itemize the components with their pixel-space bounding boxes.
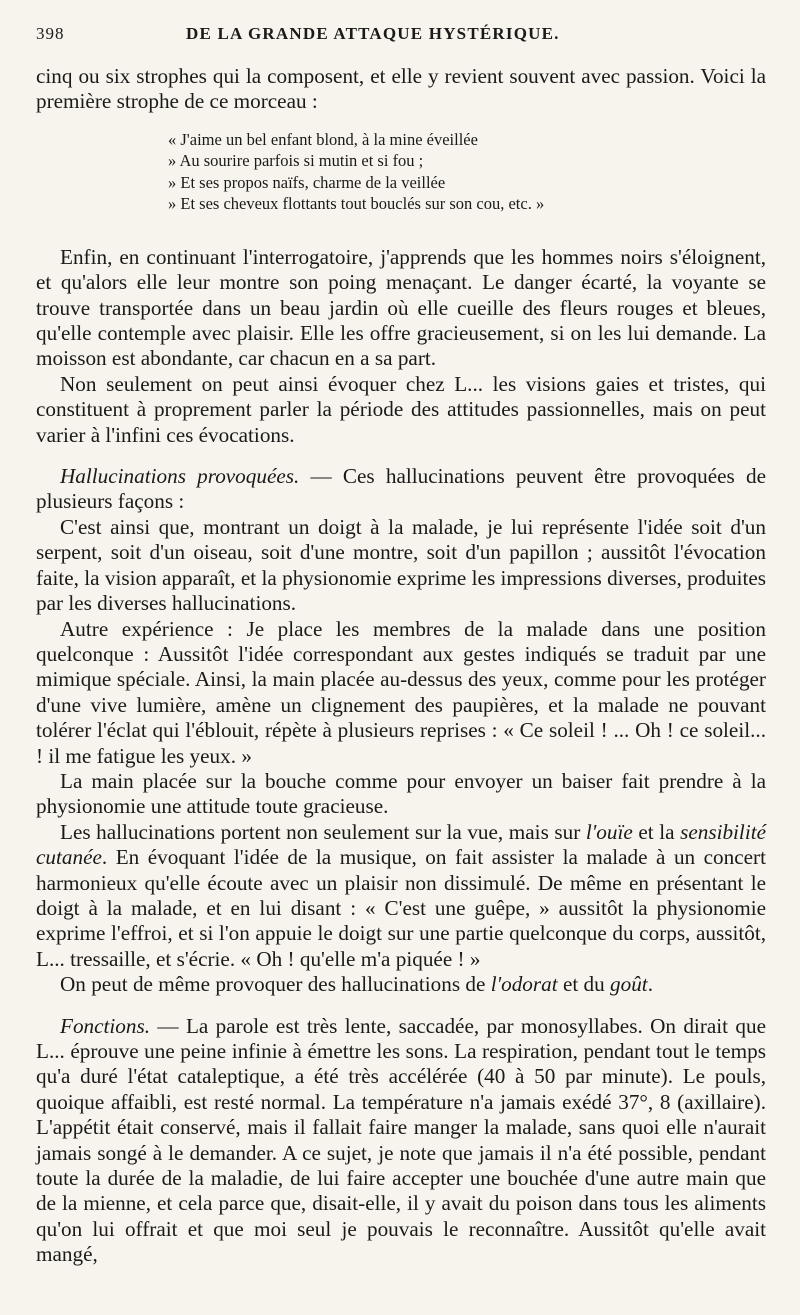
italic-term: l'odorat bbox=[490, 972, 558, 997]
poem-line: » Et ses cheveux flottants tout bouclés sur son cou, etc. » bbox=[168, 194, 545, 214]
running-head bbox=[36, 24, 766, 64]
paragraph-text: Les hallucinations portent non seulement sur la vue, mais sur bbox=[60, 819, 586, 844]
paragraph-continued: cinq ou six strophes qui la composent, et elle y revient souvent avec passion. Voici la première strophe de ce morceau : bbox=[36, 64, 766, 114]
paragraph-fonctions bbox=[36, 1014, 766, 1268]
paragraph-text: — Ces hallucinations peuvent être provoquées de plusieurs façons : bbox=[36, 464, 766, 514]
page-number: 398 bbox=[36, 24, 65, 43]
paragraph-text: . bbox=[647, 972, 653, 997]
paragraph-smell-taste bbox=[36, 972, 766, 997]
section-heading-hallucinations: Hallucinations provoquées. bbox=[60, 464, 300, 489]
paragraph: Autre expérience : Je place les membres de la malade dans une position quelconque : Aussitôt l'idée correspondant aux gestes indiqués se traduit par une mimique spéciale. Ainsi, la main placée au-dessus des yeux, comme pour les protéger d'une vive lumière, amène un clignement des paupières, et la malade ne pouvant tolérer l'éclat qui l'éblouit, répète à plusieurs reprises : « Ce soleil ! ... Oh ! ce soleil... ! il me fatigue les yeux. » bbox=[36, 616, 766, 768]
paragraph: Enfin, en continuant l'interrogatoire, j'apprends que les hommes noirs s'éloignent, et qu'alors elle leur montre son poing menaçant. Le danger écarté, la voyante se trouve transportée dans un beau jardin où elle cueille des fleurs rouges et bleues, qu'elle contemple avec plaisir. Elle les offre gracieusement, si on les lui demande. La moisson est abondante, car chacun en a sa part. bbox=[36, 244, 766, 371]
paragraph-text: . En évoquant l'idée de la musique, on fait assister la malade à un concert harmonieux qu'elle écoute avec un plaisir non dissimulé. De même en présentant le doigt à la malade, et en lui disant : « C'est une guêpe, » aussitôt la physionomie exprime l'effroi, et si l'on appuie le doigt sur une partie quelconque du corps, aussitôt, L... tressaille, et s'écrie. « Oh ! qu'elle m'a piquée ! » bbox=[36, 845, 766, 971]
running-title: DE LA GRANDE ATTAQUE HYSTÉRIQUE. bbox=[186, 24, 560, 43]
paragraph: La main placée sur la bouche comme pour envoyer un baiser fait prendre à la physionomie une attitude toute gracieuse. bbox=[36, 768, 766, 819]
paragraph-text: et la bbox=[632, 819, 681, 844]
paragraph-text: et du bbox=[557, 972, 611, 997]
paragraph-hallucinations bbox=[36, 464, 766, 515]
paragraph-senses bbox=[36, 820, 766, 972]
poem-stanza bbox=[168, 129, 766, 215]
poem-line: « J'aime un bel enfant blond, à la mine éveillée bbox=[168, 129, 478, 149]
paragraph-text: On peut de même provoquer des hallucinations de bbox=[60, 972, 491, 997]
poem-line: » Au sourire parfois si mutin et si fou ; bbox=[168, 151, 424, 171]
italic-term: goût bbox=[610, 972, 648, 997]
paragraph: C'est ainsi que, montrant un doigt à la malade, je lui représente l'idée soit d'un serpent, soit d'un oiseau, soit d'une montre, soit d'un papillon ; aussitôt l'évocation faite, la vision apparaît, et la physionomie exprime les impressions diverses, produites par les diverses hallucinations. bbox=[36, 514, 766, 616]
italic-term: l'ouïe bbox=[585, 819, 633, 844]
paragraph-text: — La parole est très lente, saccadée, par monosyllabes. On dirait que L... éprouve une peine infinie à émettre les sons. La respiration, pendant tout le temps qu'a duré l'état cataleptique, a été très accélérée (40 à 50 par minute). Le pouls, quoique affaibli, est resté normal. La température n'a jamais exédé 37°, 8 (axillaire). L'appétit était conservé, mais il fallait faire manger la malade, sans quoi elle n'aurait jamais songé à le demander. A ce sujet, je note que jamais il n'a été possible, pendant toute la durée de la maladie, de lui faire accepter une bouchée d'une autre main que de la mienne, et cela parce que, disait-elle, il y avait du poison dans tous les aliments qu'on lui offrait et que moi seul je pouvais le reconnaître. Aussitôt qu'elle avait mangé, bbox=[36, 1013, 766, 1267]
italic-term: sensibilité cutanée bbox=[36, 819, 766, 870]
section-heading-fonctions: Fonctions. bbox=[60, 1013, 151, 1038]
poem-line: » Et ses propos naïfs, charme de la veillée bbox=[168, 172, 446, 192]
paragraph: Non seulement on peut ainsi évoquer chez L... les visions gaies et tristes, qui constituent à proprement parler la période des attitudes passionnelles, mais on peut varier à l'infini ces évocations. bbox=[36, 371, 766, 447]
